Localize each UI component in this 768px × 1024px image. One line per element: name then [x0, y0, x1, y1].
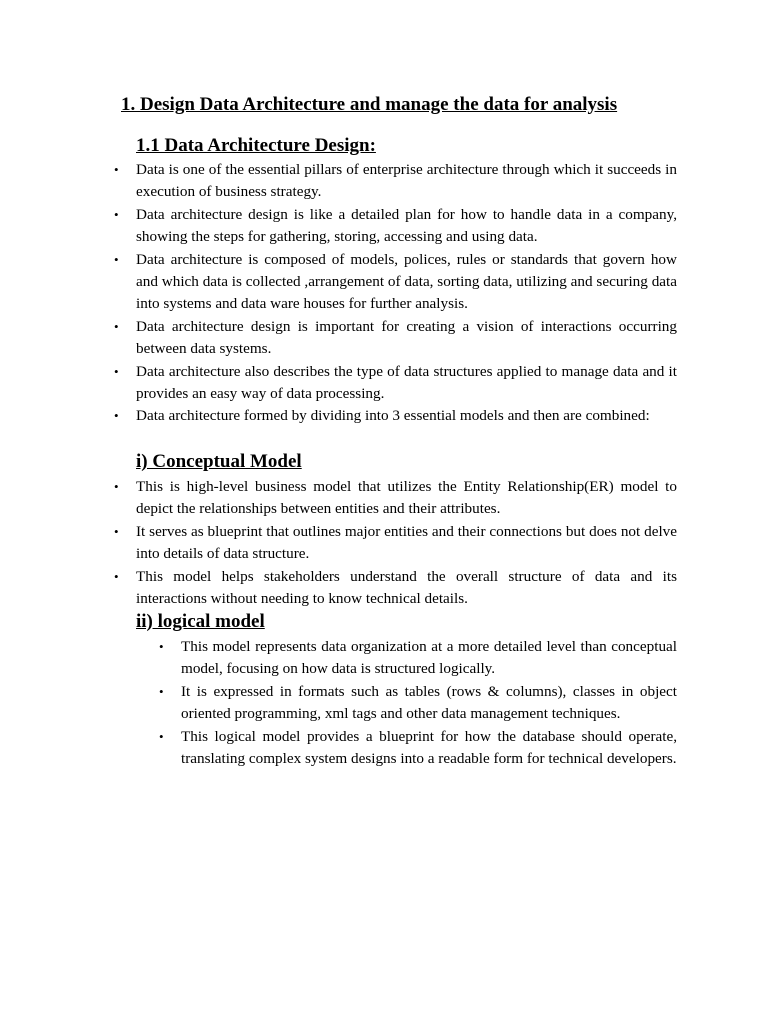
bullet-icon: •: [114, 251, 119, 267]
list-item-text: This is high-level business model that utilizes the Entity Relationship(ER) model to depict the relationships between entities and their attributes.: [136, 478, 677, 518]
list-item-text: Data architecture is composed of models, polices, rules or standards that govern how and which data is collected ,arrangement of data, sorting data, utilizing and securing data into systems and data ware houses for further analysis.: [136, 250, 677, 313]
list-item-text: It serves as blueprint that outlines major entities and their connections but does not delve into details of data structure.: [136, 522, 677, 563]
list-item: [159, 726, 677, 771]
section-heading-conceptual-model: i) Conceptual Model: [136, 451, 302, 472]
bullet-icon: •: [159, 683, 164, 699]
conceptual-model-bullet-list: [114, 476, 677, 610]
bullet-icon: •: [114, 206, 119, 222]
list-item: [114, 204, 677, 249]
list-item-text: Data architecture design is like a detailed plan for how to handle data in a company, showing the steps for gathering, storing, accessing and using data.: [136, 205, 677, 246]
section-heading-data-architecture-design: 1.1 Data Architecture Design:: [136, 135, 376, 156]
list-item-text: This model represents data organization at a more detailed level than conceptual model, focusing on how data is structured logically.: [181, 638, 677, 678]
bullet-icon: •: [159, 639, 164, 654]
list-item: [114, 249, 677, 316]
data-architecture-bullet-list: [114, 159, 677, 428]
bullet-icon: •: [114, 479, 119, 494]
bullet-icon: •: [114, 568, 119, 584]
list-item-text: This logical model provides a blueprint for how the database should operate, translating complex system designs into a readable form for technical developers.: [181, 727, 677, 768]
list-item-text: This model helps stakeholders understand the overall structure of data and its interactions without needing to know technical details.: [136, 567, 677, 608]
bullet-icon: •: [159, 728, 164, 744]
section-heading-logical-model: ii) logical model: [136, 611, 265, 632]
list-item-text: It is expressed in formats such as tables (rows & columns), classes in object oriented programming, xml tags and other data management techniques.: [181, 682, 677, 723]
list-item: [114, 316, 677, 361]
page-title: 1. Design Data Architecture and manage the data for analysis: [121, 94, 618, 115]
list-item-text: Data architecture also describes the type of data structures applied to manage data and it provides an easy way of data processing.: [136, 362, 677, 403]
bullet-icon: •: [114, 523, 119, 539]
bullet-icon: •: [114, 162, 119, 177]
list-item: [114, 476, 677, 521]
bullet-icon: •: [114, 408, 119, 424]
list-item: [114, 566, 677, 611]
list-item: [114, 159, 677, 204]
list-item-text: Data architecture design is important for creating a vision of interactions occurring between data systems.: [136, 317, 677, 358]
list-item: [114, 361, 677, 406]
list-item: [159, 636, 677, 681]
list-item: [159, 681, 677, 726]
list-item-text: Data architecture formed by dividing into 3 essential models and then are combined:: [136, 407, 650, 425]
list-item: [114, 405, 677, 427]
bullet-icon: •: [114, 363, 119, 379]
logical-model-bullet-list: [159, 636, 677, 770]
bullet-icon: •: [114, 318, 119, 334]
list-item-text: Data is one of the essential pillars of enterprise architecture through which it succeeds in execution of business strategy.: [136, 161, 677, 201]
list-item: [114, 521, 677, 566]
